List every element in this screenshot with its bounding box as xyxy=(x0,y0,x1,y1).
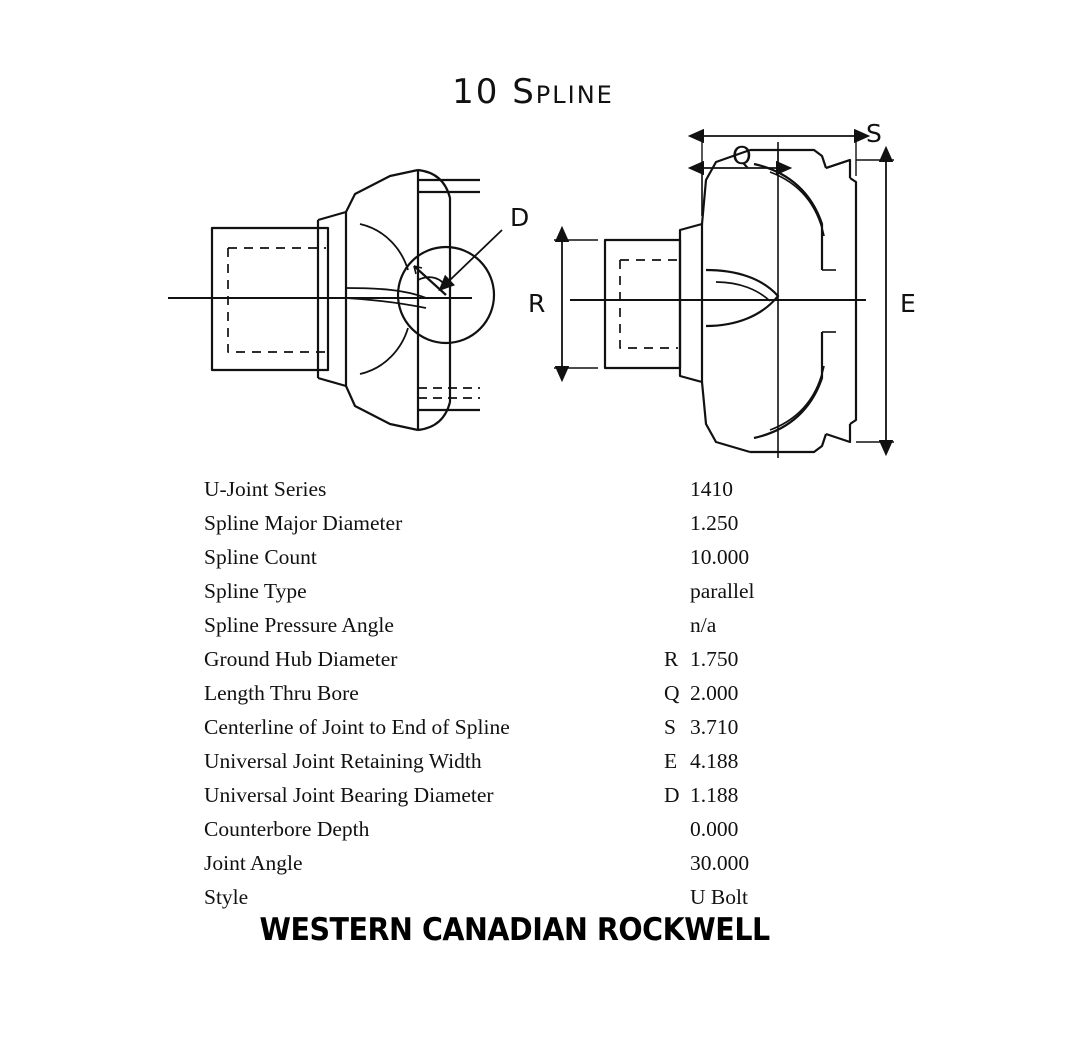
dim-label-e: E xyxy=(900,289,916,318)
spec-letter: D xyxy=(664,783,680,807)
spec-value: 1.188 xyxy=(690,783,739,807)
spec-label: Style xyxy=(204,885,249,909)
dim-label-r: R xyxy=(528,289,546,318)
table-row xyxy=(204,710,844,744)
spec-value: 2.000 xyxy=(690,681,739,705)
table-row xyxy=(204,676,844,710)
spec-value: n/a xyxy=(690,613,717,637)
table-row xyxy=(204,540,844,574)
spec-label: Universal Joint Bearing Diameter xyxy=(204,783,494,807)
spec-value: U Bolt xyxy=(690,885,748,909)
spec-label: Centerline of Joint to End of Spline xyxy=(204,715,510,739)
spec-letter: Q xyxy=(664,681,680,705)
table-row xyxy=(204,642,844,676)
specification-table xyxy=(204,472,844,914)
spec-label: Counterbore Depth xyxy=(204,817,370,841)
table-row xyxy=(204,812,844,846)
spec-value: 4.188 xyxy=(690,749,739,773)
table-row xyxy=(204,574,844,608)
spec-value: parallel xyxy=(690,579,755,603)
spec-value: 1.750 xyxy=(690,647,739,671)
spec-label: Spline Pressure Angle xyxy=(204,613,394,637)
table-row xyxy=(204,506,844,540)
spec-label: Length Thru Bore xyxy=(204,681,359,705)
table-row xyxy=(204,880,844,914)
spec-value: 10.000 xyxy=(690,545,750,569)
spec-label: Ground Hub Diameter xyxy=(204,647,398,671)
spec-letter: S xyxy=(664,715,676,739)
spec-letter: R xyxy=(664,647,679,671)
company-name: WESTERN CANADIAN ROCKWELL xyxy=(259,912,770,948)
spec-value: 1.250 xyxy=(690,511,739,535)
spec-label: Joint Angle xyxy=(204,851,303,875)
table-row xyxy=(204,472,844,506)
spec-letter: E xyxy=(664,749,678,773)
dim-label-q: Q xyxy=(732,141,752,170)
table-row xyxy=(204,846,844,880)
dim-label-s: S xyxy=(866,120,882,148)
spec-label: Spline Count xyxy=(204,545,317,569)
yoke-technical-drawing xyxy=(150,120,930,460)
dim-label-d: D xyxy=(510,203,530,232)
spec-label: Spline Major Diameter xyxy=(204,511,403,535)
spec-value: 1410 xyxy=(690,477,733,501)
page-title: 10 Spline xyxy=(452,72,614,112)
spec-value: 3.710 xyxy=(690,715,739,739)
table-row xyxy=(204,608,844,642)
table-row xyxy=(204,744,844,778)
spec-label: Universal Joint Retaining Width xyxy=(204,749,482,773)
table-row xyxy=(204,778,844,812)
spec-value: 0.000 xyxy=(690,817,739,841)
spec-value: 30.000 xyxy=(690,851,750,875)
spec-label: U-Joint Series xyxy=(204,477,327,501)
spec-label: Spline Type xyxy=(204,579,307,603)
